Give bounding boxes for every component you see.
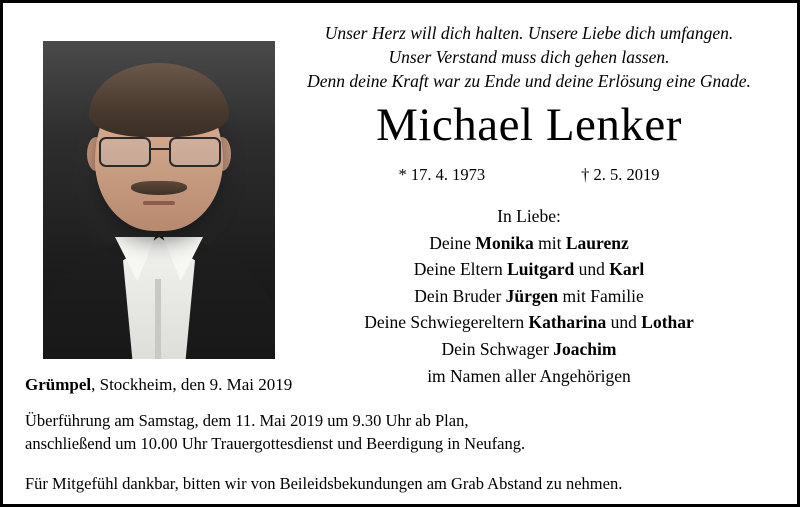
family-text: Deine xyxy=(429,232,476,253)
portrait-glasses xyxy=(99,137,221,163)
funeral-details-line: anschließend um 10.00 Uhr Trauergottesdienst und Beerdigung in Neufang. xyxy=(25,434,526,454)
verse-line: Unser Herz will dich halten. Unsere Liebe dich umfangen. xyxy=(324,23,734,43)
family-name: Jürgen xyxy=(505,285,559,306)
family-text: Deine Schwiegereltern xyxy=(364,312,529,333)
family-line-1 xyxy=(283,256,775,283)
death-date: † 2. 5. 2019 xyxy=(581,165,660,184)
place-and-date xyxy=(25,375,775,395)
family-name: Joachim xyxy=(553,338,617,359)
family-text: und xyxy=(574,259,610,280)
place-rest: , Stockheim, den 9. Mai 2019 xyxy=(91,375,293,394)
life-dates xyxy=(283,165,775,185)
family-text: und xyxy=(606,312,642,333)
family-text: Dein Bruder xyxy=(414,285,506,306)
family-line-4 xyxy=(283,336,775,363)
family-text: im Namen aller Angehörigen xyxy=(427,365,631,386)
family-line-3 xyxy=(283,309,775,336)
funeral-details-line: Überführung am Samstag, dem 11. Mai 2019 um 9.30 Uhr ab Plan, xyxy=(25,411,469,430)
family-intro: In Liebe: xyxy=(497,206,561,226)
family-text: mit xyxy=(533,232,566,253)
family-line-2 xyxy=(283,283,775,310)
portrait-mouth xyxy=(143,201,175,205)
glasses-lens-left xyxy=(99,137,151,167)
condolence-note: Für Mitgefühl dankbar, bitten wir von Beileidsbekundungen am Grab Abstand zu nehmen. xyxy=(25,473,623,493)
place-village: Grümpel xyxy=(25,375,92,394)
deceased-name: Michael Lenker xyxy=(376,99,682,151)
glasses-bridge xyxy=(149,148,171,150)
bottom-block xyxy=(25,375,775,495)
family-name: Karl xyxy=(609,259,645,280)
family-name: Monika xyxy=(475,232,534,253)
family-text: Deine Eltern xyxy=(413,259,508,280)
family-line-0 xyxy=(283,230,775,257)
verse-line: Unser Verstand muss dich gehen lassen. xyxy=(388,47,670,68)
portrait-shirt-placket xyxy=(155,279,161,359)
family-name: Luitgard xyxy=(507,259,575,280)
verse-line: Denn deine Kraft war zu Ende und deine Erlösung eine Gnade. xyxy=(307,71,751,92)
glasses-lens-right xyxy=(169,137,221,167)
funeral-details xyxy=(25,409,775,456)
portrait-photo xyxy=(43,41,275,359)
portrait-moustache xyxy=(131,181,187,195)
memorial-verse xyxy=(283,21,775,93)
birth-date: * 17. 4. 1973 xyxy=(398,165,486,184)
family-block xyxy=(283,203,775,389)
notice-inner xyxy=(3,3,797,504)
family-text: Dein Schwager xyxy=(441,338,554,359)
family-name: Laurenz xyxy=(565,232,629,253)
family-name: Lothar xyxy=(641,312,694,333)
family-text: mit Familie xyxy=(558,285,644,306)
family-name: Katharina xyxy=(528,312,607,333)
